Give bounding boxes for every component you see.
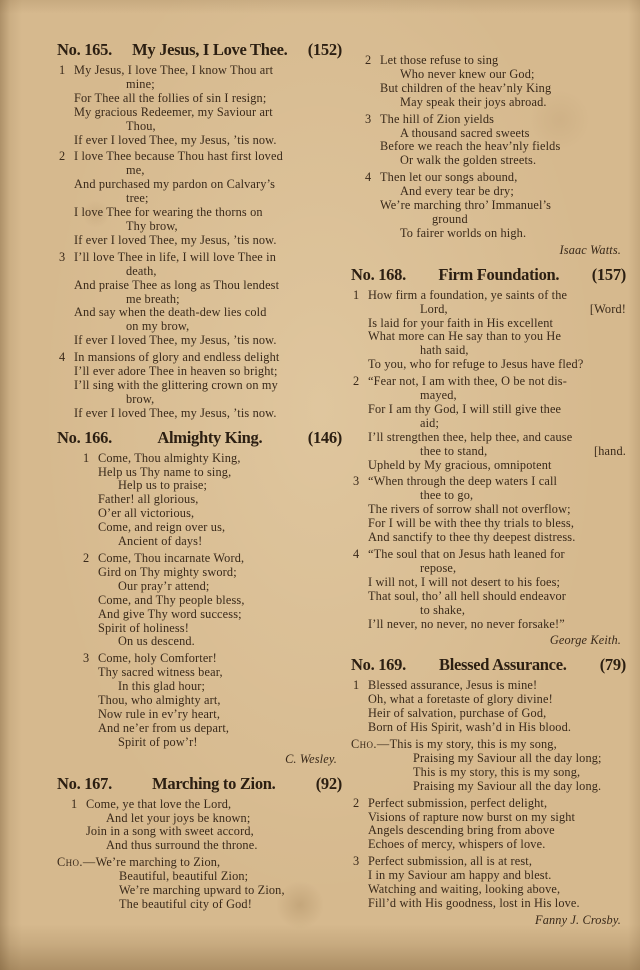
verse-line: Thou, who almighty art, bbox=[98, 693, 221, 708]
verse-line: Thy brow, bbox=[126, 218, 178, 233]
verse-line: Fill’d with His goodness, lost in His love. bbox=[368, 895, 580, 910]
bracket-catchword: [Word! bbox=[589, 301, 626, 316]
left-column bbox=[57, 40, 342, 915]
hymn-title-text: Marching to Zion. bbox=[152, 773, 276, 793]
verse-line: to shake, bbox=[420, 602, 466, 617]
verse-line: Thou, bbox=[126, 118, 156, 133]
hymn-title-text: Blessed Assurance. bbox=[439, 655, 567, 675]
hymn-tune-number: (157) bbox=[591, 264, 626, 284]
verse-number: 1 bbox=[353, 678, 360, 693]
verse-number: 2 bbox=[83, 551, 90, 565]
verse-line: I’ll strengthen thee, help thee, and cause bbox=[368, 429, 573, 444]
verse-line: 3 “When through the deep waters I call bbox=[353, 474, 558, 489]
verse-line: 1 Blessed assurance, Jesus is mine! bbox=[353, 678, 538, 693]
chorus-line: Cho.—We’re marching to Zion, bbox=[57, 855, 221, 870]
chorus-line: Praising my Saviour all the day long. bbox=[413, 778, 602, 793]
verse-number: 1 bbox=[353, 287, 360, 302]
verse-number: 4 bbox=[59, 350, 66, 365]
verse-number: 3 bbox=[353, 854, 360, 869]
hymn-title bbox=[351, 655, 626, 674]
verse-line: Angels descending bring from above bbox=[368, 823, 555, 838]
verse-line: me, bbox=[126, 163, 145, 178]
hymn-tune-number: (92) bbox=[315, 773, 342, 793]
verse bbox=[57, 652, 342, 749]
hymn-title bbox=[57, 428, 342, 447]
verse-line: 1 Come, ye that love the Lord, bbox=[71, 796, 232, 811]
verse bbox=[57, 798, 342, 854]
verse-line: 3 Perfect submission, all is at rest, bbox=[353, 854, 533, 869]
verse bbox=[351, 679, 626, 735]
verse-line: hath said, bbox=[420, 343, 469, 358]
verse-line: That soul, tho’ all hell should endeavor bbox=[368, 588, 567, 603]
verse-line: And ne’er from us depart, bbox=[98, 720, 230, 735]
verse-line: We’re marching thro’ Immanuel’s bbox=[380, 198, 552, 213]
verse-number: 4 bbox=[353, 547, 360, 561]
author-attribution: C. Wesley. bbox=[285, 751, 337, 766]
verse-line: And every tear be dry; bbox=[400, 184, 514, 199]
chorus-line: Praising my Saviour all the day long; bbox=[413, 750, 602, 765]
verse-line: And say when the death-dew lies cold bbox=[74, 305, 267, 320]
hymn-tune-number: (79) bbox=[599, 655, 626, 675]
verse-line: To you, who for refuge to Jesus have fled? bbox=[368, 357, 584, 372]
chorus-line: This is my story, this is my song, bbox=[413, 764, 581, 779]
verse-line: 3 I’ll love Thee in life, I will love Thee in bbox=[59, 249, 277, 264]
verse-line: thee to go, bbox=[420, 488, 474, 503]
chorus-label: Cho.— bbox=[57, 855, 96, 870]
verse-line: Spirit of holiness! bbox=[98, 620, 189, 635]
hymn-title bbox=[57, 774, 342, 793]
hymn-title-text: Almighty King. bbox=[157, 427, 263, 447]
verse-line: O’er all victorious, bbox=[98, 506, 195, 521]
hymn-number-label: No. 168. bbox=[351, 264, 406, 284]
verse-line: And purchased my pardon on Calvary’s bbox=[74, 177, 276, 192]
verse-line: I love Thee for wearing the thorns on bbox=[74, 205, 263, 220]
verse-line: 2 I love Thee because Thou hast first loved bbox=[59, 149, 283, 164]
verse-number: 4 bbox=[365, 170, 372, 185]
verse-number: 3 bbox=[83, 651, 90, 666]
verse bbox=[57, 150, 342, 247]
verse bbox=[351, 475, 626, 545]
verse-line: If ever I loved Thee, my Jesus, ’tis now. bbox=[74, 132, 277, 147]
verse-line: If ever I loved Thee, my Jesus, ’tis now. bbox=[74, 232, 277, 247]
verse-number: 1 bbox=[59, 63, 66, 77]
verse-line: Upheld by My gracious, omnipotent bbox=[368, 457, 552, 472]
verse-number: 3 bbox=[365, 111, 372, 126]
verse-line: 4 Then let our songs abound, bbox=[365, 170, 518, 185]
chorus-line: The beautiful city of God! bbox=[119, 896, 252, 911]
verse-line: And thus surround the throne. bbox=[106, 838, 258, 853]
verse-line: I’ll sing with the glittering crown on my bbox=[74, 377, 278, 392]
hymn-title-text: My Jesus, I Love Thee. bbox=[132, 40, 288, 59]
verse-line: Heir of salvation, purchase of God, bbox=[368, 706, 547, 721]
verse bbox=[57, 251, 342, 348]
verse-line: Who never knew our God; bbox=[400, 66, 535, 81]
verse-line: Watching and waiting, looking above, bbox=[368, 882, 561, 897]
verse-line: tree; bbox=[126, 191, 149, 206]
verse-line: Thy sacred witness bear, bbox=[98, 665, 223, 680]
verse-line: If ever I loved Thee, my Jesus, ’tis now. bbox=[74, 333, 277, 348]
verse-line: [hand. thee to stand, bbox=[420, 443, 626, 458]
hymn-number-label: No. 169. bbox=[351, 655, 406, 675]
verse-line: 4 In mansions of glory and endless delight bbox=[59, 350, 280, 365]
verse-line: 1 My Jesus, I love Thee, I know Thou art bbox=[59, 63, 274, 77]
verse-line: 3 Come, holy Comforter! bbox=[83, 651, 217, 666]
verse-line: mayed, bbox=[420, 388, 457, 403]
verse-line: For I will be with thee thy trials to bless, bbox=[368, 516, 575, 531]
verse bbox=[351, 113, 626, 169]
verse-line: Help us to praise; bbox=[118, 478, 208, 493]
verse-line: Gird on Thy mighty sword; bbox=[98, 564, 237, 579]
verse-line: Now rule in ev’ry heart, bbox=[98, 706, 221, 721]
verse-line: [Word! Lord, bbox=[420, 301, 626, 316]
verse-line: Father! all glorious, bbox=[98, 492, 199, 507]
chorus-line: We’re marching upward to Zion, bbox=[119, 883, 285, 898]
verse-line: 3 The hill of Zion yields bbox=[365, 111, 495, 126]
verse-line: Spirit of pow’r! bbox=[118, 734, 198, 749]
chorus-label: Cho.— bbox=[351, 736, 390, 751]
verse-number: 3 bbox=[353, 474, 360, 489]
verse-line: Is laid for your faith in His excellent bbox=[368, 315, 554, 330]
author-attribution: Fanny J. Crosby. bbox=[535, 912, 621, 927]
verse-line: brow, bbox=[126, 391, 155, 406]
chorus-line: Cho.—This is my story, this is my song, bbox=[351, 736, 557, 751]
verse-line: 4 “The soul that on Jesus hath leaned for bbox=[353, 547, 565, 561]
verse-line: death, bbox=[126, 263, 157, 278]
verse bbox=[351, 375, 626, 472]
verse-line: ground bbox=[432, 211, 468, 226]
verse-line: The rivers of sorrow shall not overflow; bbox=[368, 502, 571, 517]
verse bbox=[57, 552, 342, 649]
verse bbox=[351, 797, 626, 853]
hymn-number-label: No. 167. bbox=[57, 773, 112, 793]
chorus bbox=[57, 856, 342, 912]
author-attribution: Isaac Watts. bbox=[559, 242, 621, 257]
verse-line: Our pray’r attend; bbox=[118, 578, 210, 593]
verse-line: 2 “Fear not, I am with thee, O be not dis- bbox=[353, 374, 567, 389]
hymn-title bbox=[57, 40, 342, 59]
verse-line: 2 Perfect submission, perfect delight, bbox=[353, 795, 548, 810]
verse-line: For Thee all the follies of sin I resign; bbox=[74, 90, 267, 105]
verse bbox=[57, 64, 342, 147]
verse-line: If ever I loved Thee, my Jesus, ’tis now. bbox=[74, 405, 277, 420]
verse-line: On us descend. bbox=[118, 634, 195, 649]
verse-line: Or walk the golden streets. bbox=[400, 153, 537, 168]
verse-line: Ancient of days! bbox=[118, 534, 203, 549]
verse-number: 2 bbox=[353, 795, 360, 810]
verse-line: For I am thy God, I will still give thee bbox=[368, 401, 562, 416]
verse bbox=[57, 351, 342, 421]
hymn-title-text: Firm Foundation. bbox=[438, 264, 560, 284]
verse bbox=[351, 54, 626, 110]
verse-line: May speak their joys abroad. bbox=[400, 94, 547, 109]
verse-line: 2 Come, Thou incarnate Word, bbox=[83, 551, 245, 565]
verse-line: And praise Thee as long as Thou lendest bbox=[74, 277, 280, 292]
verse-line: But children of the heav’nly King bbox=[380, 80, 552, 95]
verse-line: My gracious Redeemer, my Saviour art bbox=[74, 104, 273, 119]
verse-line: I will not, I will not desert to his foes; bbox=[368, 574, 561, 589]
author-attribution: George Keith. bbox=[549, 633, 621, 648]
verse-line: 1 How firm a foundation, ye saints of the bbox=[353, 287, 568, 302]
verse-line: me breath; bbox=[126, 291, 180, 306]
verse-line: Echoes of mercy, whispers of love. bbox=[368, 837, 546, 852]
verse-line: Come, and Thy people bless, bbox=[98, 592, 245, 607]
hymn-title bbox=[351, 265, 626, 284]
verse-line: 2 Let those refuse to sing bbox=[365, 53, 499, 67]
verse-number: 1 bbox=[71, 796, 78, 811]
verse-number: 2 bbox=[353, 374, 360, 389]
verse-line: I in my Saviour am happy and blest. bbox=[368, 868, 552, 883]
verse bbox=[351, 855, 626, 911]
verse-line: Join in a song with sweet accord, bbox=[86, 824, 254, 839]
verse-line: Come, and reign over us, bbox=[98, 520, 226, 535]
hymn-number-label: No. 166. bbox=[57, 427, 112, 447]
verse-line: A thousand sacred sweets bbox=[400, 125, 530, 140]
verse-line: What more can He say than to you He bbox=[368, 329, 562, 344]
verse-line: mine; bbox=[126, 76, 155, 91]
verse-line: Help us Thy name to sing, bbox=[98, 464, 232, 479]
verse-line: Before we reach the heav’nly fields bbox=[380, 139, 561, 154]
verse-line: And give Thy word success; bbox=[98, 606, 242, 621]
verse bbox=[351, 548, 626, 631]
verse-number: 1 bbox=[83, 450, 90, 465]
verse-line: 1 Come, Thou almighty King, bbox=[83, 450, 241, 465]
hymn-tune-number: (146) bbox=[307, 427, 342, 447]
chorus bbox=[351, 738, 626, 794]
verse-line: on my brow, bbox=[126, 319, 190, 334]
verse-line: I’ll never, no never, no never forsake!” bbox=[368, 616, 565, 631]
verse-number: 3 bbox=[59, 249, 66, 264]
verse-line: And let your joys be known; bbox=[106, 810, 251, 825]
hymn-tune-number: (152) bbox=[307, 40, 342, 59]
verse bbox=[351, 289, 626, 372]
verse-line: Visions of rapture now burst on my sight bbox=[368, 809, 576, 824]
hymn-number-label: No. 165. bbox=[57, 40, 112, 59]
verse-number: 2 bbox=[365, 53, 372, 67]
verse-number: 2 bbox=[59, 149, 66, 164]
verse-line: aid; bbox=[420, 415, 440, 430]
verse-line: To fairer worlds on high. bbox=[400, 225, 527, 240]
verse-line: In this glad hour; bbox=[118, 679, 206, 694]
verse bbox=[57, 452, 342, 549]
verse-line: I’ll ever adore Thee in heaven so bright; bbox=[74, 364, 278, 379]
verse-line: repose, bbox=[420, 560, 457, 575]
verse bbox=[351, 171, 626, 241]
bracket-catchword: [hand. bbox=[594, 443, 626, 458]
right-column bbox=[351, 54, 626, 930]
verse-line: Born of His Spirit, wash’d in His blood. bbox=[368, 720, 572, 735]
verse-line: And sanctify to thee thy deepest distress. bbox=[368, 530, 576, 545]
verse-line: Oh, what a foretaste of glory divine! bbox=[368, 692, 553, 707]
chorus-line: Beautiful, beautiful Zion; bbox=[119, 869, 249, 884]
